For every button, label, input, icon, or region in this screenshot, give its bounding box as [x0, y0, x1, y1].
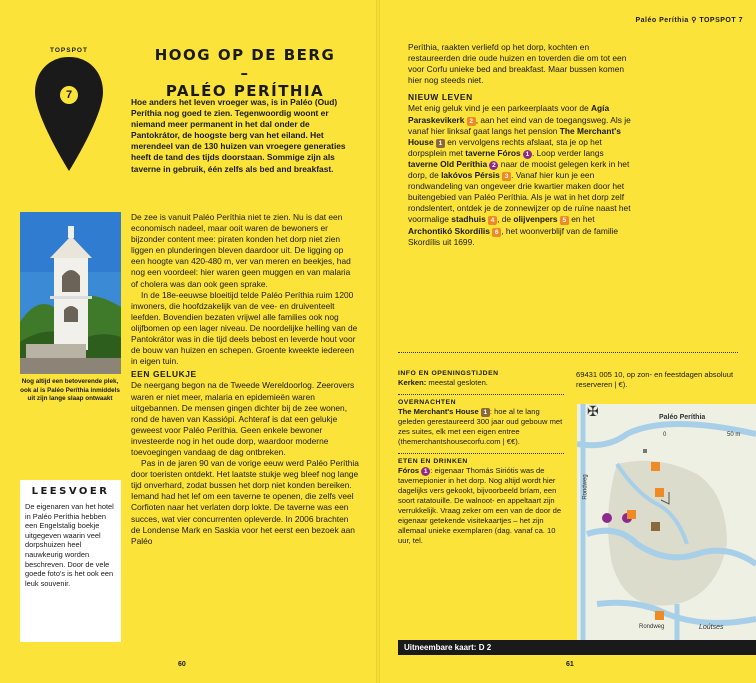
info-right-text: 69431 005 10, op zon- en feestdagen absoluut reserveren | €).	[576, 370, 734, 389]
topspot-number: 7	[60, 86, 78, 104]
overnachten-heading: OVERNACHTEN	[398, 399, 456, 406]
paragraph-3: De neergang begon na de Tweede Wereldoorlog. Zeerovers waren er niet meer, malaria en epidemieën waren uitgebannen. De mensen gingen dichter bij de zee wonen, rond de haven van Kassiópi. Achteraf is dat een gelukje geweest voor Paléo Períthia. Geen enkele bewoner investeerde nog in het oude dorp, waardoor moderne toevoegingen vandaag de dag ontbreken.	[131, 380, 355, 457]
paragraph-continued: Períthia, raakten verliefd op het dorp, kochten en restaureerden drie oude huizen en toverden die om tot een voor Corfu unieke bed and breakfast. Maar bussen komen hier nog steeds niet.	[408, 42, 627, 86]
leesvoer-text: De eigenaren van het hotel in Paléo Períthia hebben een Engelstalig boekje uitgegeven waarin veel dorpshuizen heel nauwkeurig worden beschreven. Door de vele goede foto's is het ook een leuk souvenir.	[25, 502, 114, 588]
heading-nieuw-leven: NIEUW LEVEN	[408, 92, 473, 103]
leesvoer-title: LEESVOER	[31, 486, 110, 497]
running-header: Paléo Períthia ⚲ TOPSPOT 7	[635, 17, 743, 24]
marker-badge-4: 4	[488, 216, 497, 225]
left-body-column	[131, 212, 359, 547]
marker-badge-2-purple: 2	[489, 161, 498, 170]
marker-badge-6: 6	[492, 228, 501, 237]
eten-heading: ETEN EN DRINKEN	[398, 458, 468, 465]
map-scale-50: 50 m	[727, 432, 741, 438]
map-label-loutses: Loútses	[699, 624, 724, 631]
map-drawing	[577, 404, 756, 641]
marker-badge-2: 2	[467, 117, 476, 126]
page-title: HOOG OP DE BERG – PALÉO PERÍTHIA	[154, 46, 336, 100]
map-road-label-rondweg: Rondweg	[582, 474, 589, 500]
heading-gelukje: EEN GELUKJE	[131, 369, 197, 380]
topspot-label: TOPSPOT	[50, 47, 88, 54]
book-gutter	[376, 0, 380, 683]
paragraph-4: Pas in de jaren 90 van de vorige eeuw werd Paléo Períthia door toeristen ontdekt. Het laatste stukje weg bleef nog lange tijd onverhard, zodat bussen het dorp niet konden bereiken. Iemand had het lef om een taverne te openen, die zelfs veel Corfioten naar het verlaten dorp lokte. De taverne was een succes, wat vier concurrenten opleverde. In 2006 brachten de Londense Mark en Saskia voor het eerst een bezoek aan Paléo	[131, 458, 359, 546]
village-church-photo	[20, 212, 121, 374]
paragraph-1: De zee is vanuit Paléo Períthia niet te zien. Nu is dat een economisch nadeel, maar ooit waren de bewoners er bijzonder content mee: piraten konden het dorp niet zien liggen en plunderingen bleven daardoor uit. De ligging op een hoogte van 420-480 m, ver van meren en beekjes, had nog een voordeel: hier waren geen muggen en van malaria of cholera was dan ook geen sprake.	[131, 212, 351, 289]
map-title: Paléo Períthia	[659, 414, 706, 421]
marker-badge-3: 3	[502, 172, 511, 181]
map-pin-icon	[33, 55, 105, 175]
info-heading: INFO EN OPENINGSTIJDEN	[398, 370, 499, 377]
page-number-left: 60	[178, 661, 186, 668]
intro-paragraph: Hoe anders het leven vroeger was, is in Paléo (Oud) Períthia nog goed te zien. Tegenwoordig woont er niemand meer permanent in het dal onder de Pantokrátor, de hoogste berg van het eiland. Het merendeel van de 130 huizen van vroegere generaties heeft de tand des tijds doorstaan. Sommige zijn als taverne in gebruik, één zelfs als bed and breakfast.	[131, 97, 346, 174]
photo-caption: Nog altijd een betoverende plek, ook al is Paléo Períthia inmiddels uit zijn lange slaap ontwaakt	[20, 378, 120, 403]
page-number-right: 61	[566, 661, 574, 668]
overnachten-text: The Merchant's House 1 : hoe al te lang geleden gerestaureerd 300 jaar oud gebouw met zes suites, elk met een eigen entree (themerchantshousecorfu.com | €€).	[398, 407, 563, 446]
eten-text: Fóros 1 : eigenaar Thomás Sirióti​s was de tavernepionier in het dorp. Nog altijd wordt hier dagelijks vers gekookt, bijvoorbeeld bríam, een soort ratatouille. De walnoot- en appeltaart zijn verrukkelijk. Vraag zeker om een van de door de eigenaar getekende visitekaartjes – het zijn allemaal unieke exemplaren (dag. vanaf ca. 10 uur, tel.	[398, 466, 562, 545]
right-page	[378, 0, 756, 683]
section-divider	[398, 352, 738, 353]
marker-badge-1-eten: 1	[421, 467, 430, 476]
map-scale-zero: 0	[663, 432, 667, 438]
village-map[interactable]	[577, 404, 756, 641]
marker-badge-5: 5	[560, 216, 569, 225]
paragraph-nieuw-leven: Met enig geluk vind je een parkeerplaats voor de Agía Paraskevikerk 2 , aan het eind van de toegangsweg. Als je vanaf hier linksaf gaat langs het pension The Merchant's House 1 en vervolgens rechts afslaat, sta je op het dorpsplein met taverne Fóros 1 . Loop verder langs taverne Old Períthia 2 naar de mooist gelegen kerk in het dorp, de Iakóvos Pérsis 3 . Vanaf hier kun je een rondwandeling van ongeveer drie kwartier maken door het buitengebied van Paléo Períthia. Als je wat in het dorp zelf rondslentert, ontdek je de zonnewijzer op de ruïne naast het voormalige stadhuis 4 , de olijvenpers 5 en het Archontikó Skordílis 6 , het woonverblijf van de familie Skordílis uit 1699.	[408, 103, 631, 247]
marker-badge-1: 1	[436, 139, 445, 148]
svg-text:✠: ✠	[587, 404, 599, 419]
map-road-label-rondweg-2: Rondweg	[639, 624, 665, 630]
info-text: Kerken: meestal gesloten.	[398, 378, 488, 387]
paragraph-2: In de 18e-eeuwse bloeitijd telde Paléo Períthia ruim 1200 inwoners, die hoofdzakelijk van de vee- en druiventeelt leefden. Bovendien bezaten vrijwel alle families ook nog olijfbomen op een lager niveau. De noordelijke helling van de Pantokrátor was in die tijd deels bebost en leverde hout voor de bouw van huizen en schepen. Groente kweekte iedereen in eigen tuin.	[131, 289, 358, 367]
map-reference-bar: Uitneembare kaart: D 2	[398, 640, 756, 655]
marker-badge-1-hotel: 1	[481, 408, 490, 417]
marker-badge-1-purple: 1	[523, 150, 532, 159]
right-body-column	[408, 42, 634, 248]
leesvoer-box	[20, 480, 121, 642]
church-bell-tower-image	[20, 212, 121, 374]
info-column	[398, 370, 564, 546]
location-pin-icon: ⚲	[691, 17, 700, 24]
